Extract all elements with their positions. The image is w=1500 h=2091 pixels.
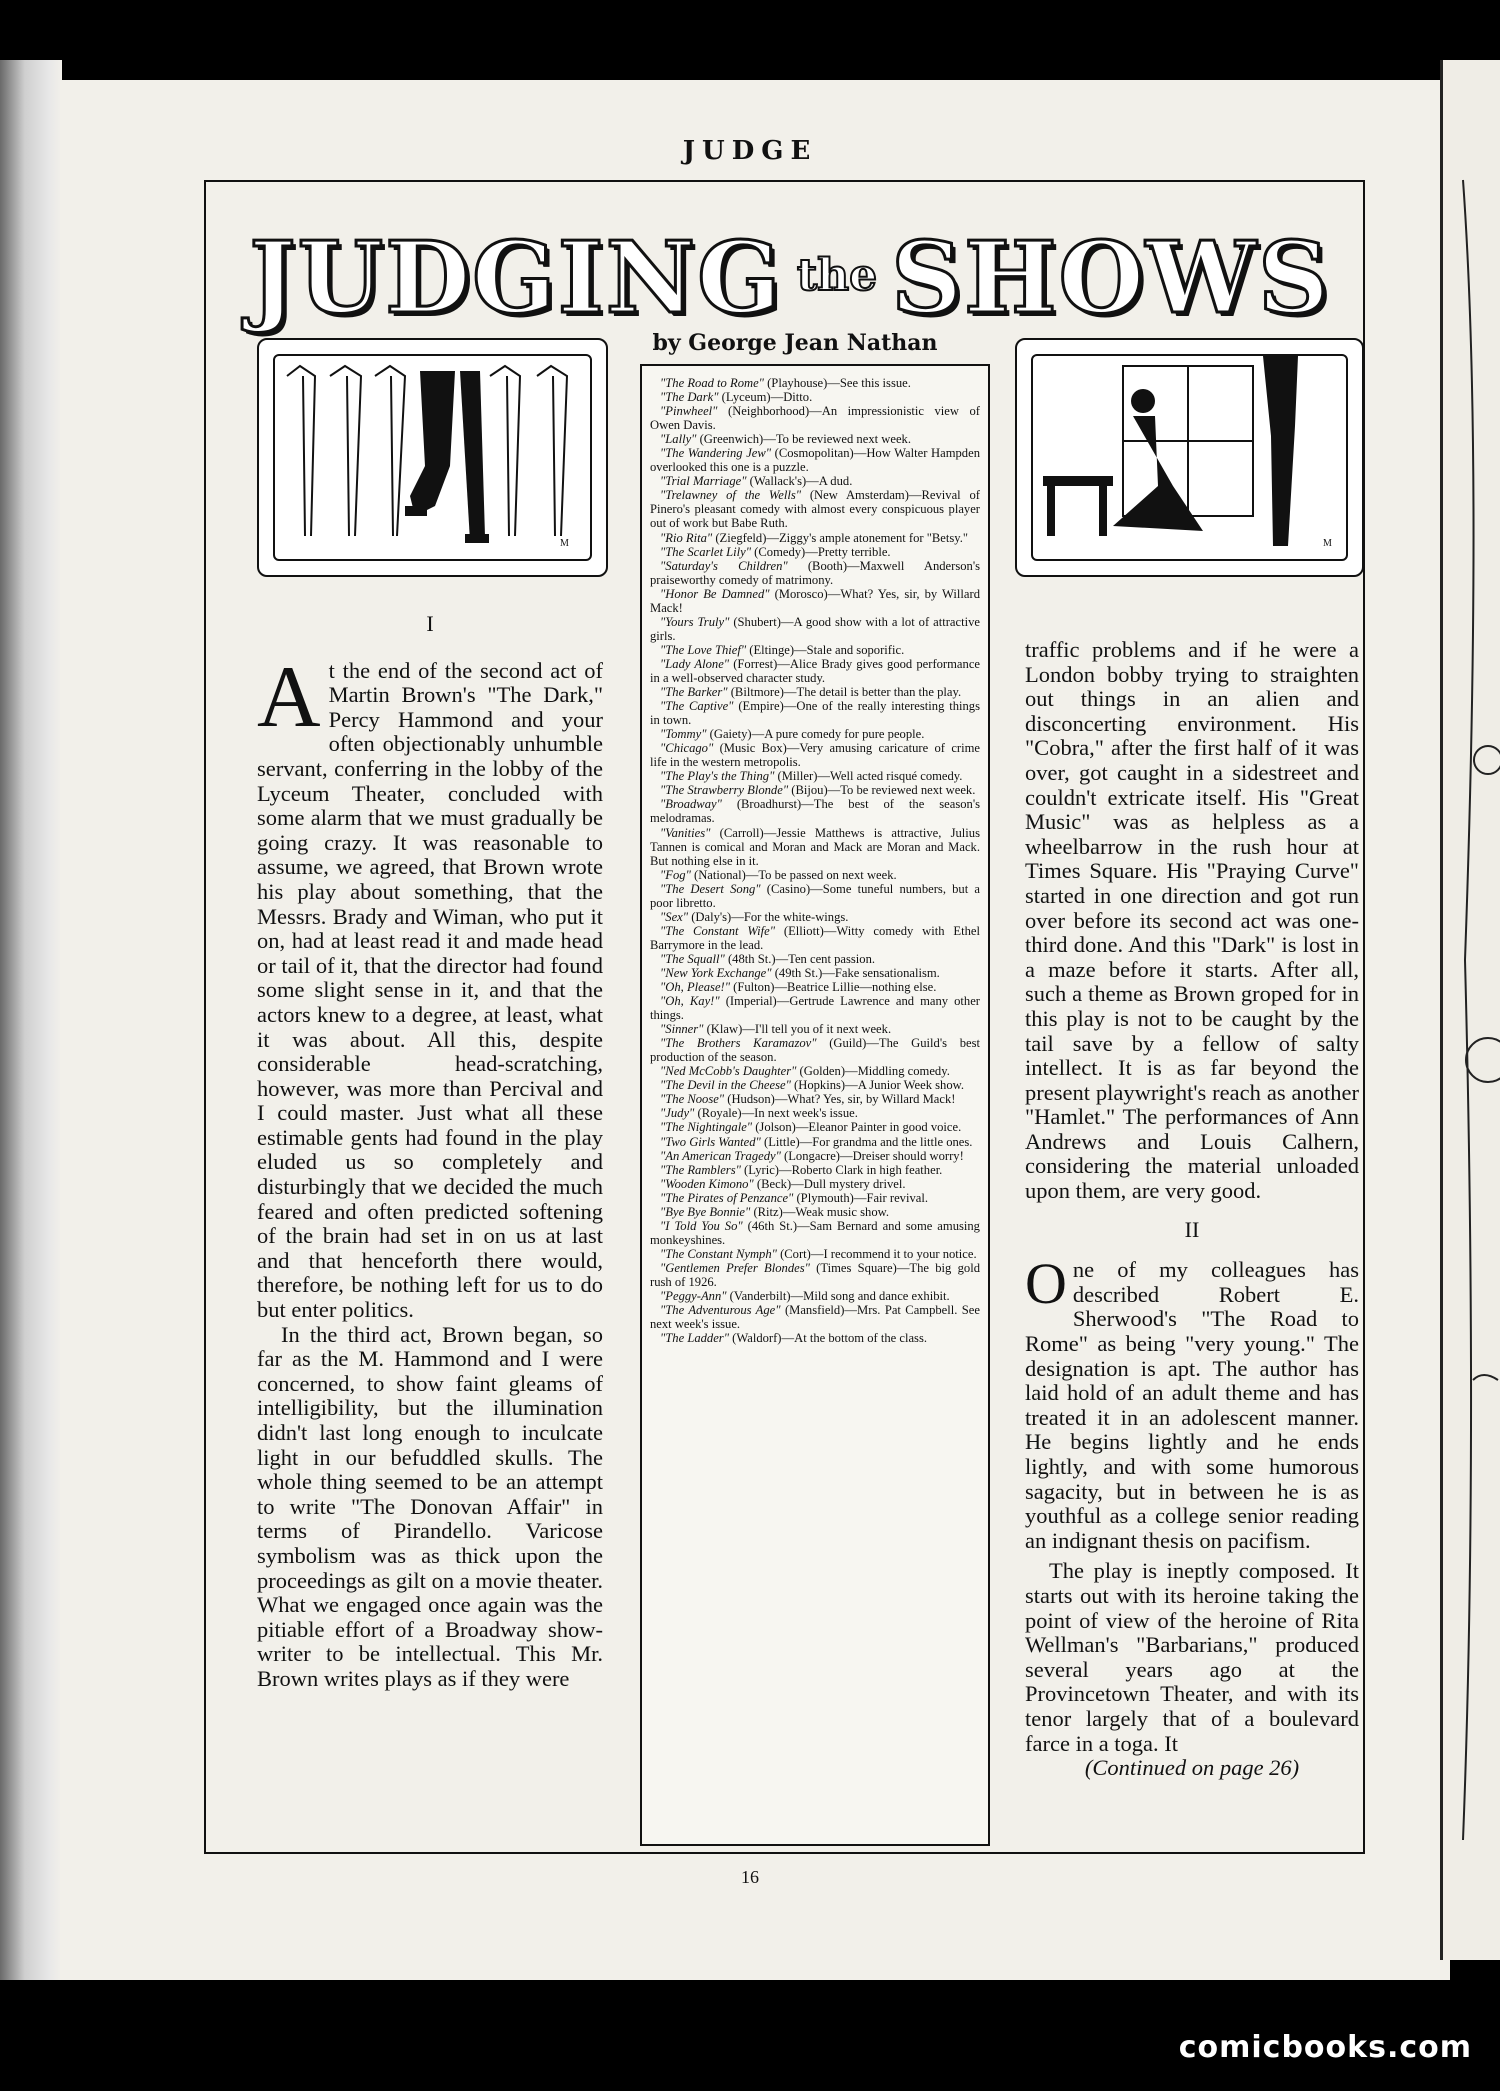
- listing-title: "Peggy-Ann": [660, 1289, 727, 1304]
- listing-note: (Times Square)—The big gold rush of 1926.: [650, 1260, 980, 1289]
- listing-note: (Casino)—Some tuneful numbers, but a poor libretto.: [650, 881, 980, 910]
- listing-note: (New Amsterdam)—Revival of Pinero's pleasant comedy with almost every conspicuous player out of work but Babe Ruth.: [650, 488, 980, 531]
- column-1-paragraph-1: t the end of the second act of Martin Brown's "The Dark," Percy Hammond and your often objectionably unhumble servant, conferring in the lobby of the Lyceum Theater, concluded with some alarm that we must gradually be going crazy. It was reasonable to assume, we agreed, that Brown wrote his play about something, that the Messrs. Brady and Wiman, who put it on, had at least read it and made head or tail of it, that the director had found some slight sense in it, and that the actors knew to a degree, at least, what it was about. All this, despite considerable head-scratching, however, was more than Percival and I could master. Just what all these estimable gents had found in the play eluded us so completely and disturbingly that we decided the much feared and often predicted softening of the brain had set in on us at last and that henceforth there would, therefore, be nothing left for us to do but enter politics.: [257, 657, 603, 1323]
- listing-item: [650, 980, 980, 994]
- listing-note: (Imperial)—Gertrude Lawrence and many other things.: [650, 994, 980, 1023]
- listing-title: "Trial Marriage": [660, 474, 747, 489]
- listing-title: "The Ladder": [660, 1331, 730, 1346]
- listing-item: [650, 615, 980, 643]
- listing-note: (Hudson)—What? Yes, sir, by Willard Mack!: [724, 1092, 956, 1107]
- listing-item: [650, 545, 980, 559]
- listing-title: "Pinwheel": [660, 404, 718, 419]
- listing-title: "Oh, Kay!": [660, 994, 720, 1009]
- listing-title: "The Ramblers": [660, 1162, 741, 1177]
- listing-note: (Elliott)—Witty comedy with Ethel Barrymore in the lead.: [650, 923, 980, 952]
- listing-item: [650, 1106, 980, 1120]
- listing-title: "The Devil in the Cheese": [660, 1078, 791, 1093]
- listing-note: (Playhouse)—See this issue.: [763, 376, 911, 390]
- column-3-paragraph-1: traffic problems and if he were a London bobby trying to straighten out things in an alien and disconcerting environment. His "Cobra," after the first half of it was over, got caught in a sidestreet and couldn't extricate itself. His "Great Music" was as helpless as a wheelbarrow in the rush hour at Times Square. His "Praying Curve" started in one direction and got run over before its second act was one-third done. And this "Dark" is lost in a maze before it starts. After all, such a theme as Brown groped for in this play is not to be caught by the tail save by a fellow of salty intellect. It is as far beyond the present playwright's reach as another "Hamlet." The performances of Ann Andrews and Louis Calhern, considering the material unloaded upon them, are very good.: [1025, 637, 1359, 1204]
- listing-item: [650, 657, 980, 685]
- listing-item: [650, 1247, 980, 1261]
- listing-title: "The Love Thief": [660, 642, 747, 657]
- listing-note: (Booth)—Maxwell Anderson's praiseworthy comedy of matrimony.: [650, 558, 981, 587]
- listing-title: "The Squall": [660, 951, 725, 966]
- listing-title: "I Told You So": [660, 1218, 743, 1233]
- column-1: [257, 612, 603, 1692]
- listing-title: "The Road to Rome": [660, 376, 764, 390]
- listing-note: (Broadhurst)—The best of the season's melodramas.: [650, 797, 980, 826]
- show-listings: [650, 376, 980, 1345]
- listing-note: (Fulton)—Beatrice Lillie—nothing else.: [730, 980, 937, 995]
- book-binding-shadow: [0, 60, 62, 1980]
- listing-title: "The Constant Nymph": [660, 1246, 777, 1261]
- listing-note: (46th St.)—Sam Bernard and some amusing monkeyshines.: [650, 1218, 980, 1247]
- listing-title: "The Adventurous Age": [660, 1303, 781, 1318]
- listing-title: "The Barker": [660, 685, 728, 700]
- listing-item: [650, 783, 980, 797]
- listing-title: "The Desert Song": [660, 881, 761, 896]
- show-listings-box: [640, 364, 990, 1846]
- listing-note: (Little)—For grandma and the little ones.: [760, 1134, 973, 1149]
- listing-title: "The Nightingale": [660, 1120, 753, 1135]
- listing-item: [650, 1289, 980, 1303]
- listing-item: [650, 1078, 980, 1092]
- listing-title: "An American Tragedy": [660, 1148, 781, 1163]
- listing-title: "Honor Be Damned": [660, 586, 770, 601]
- listing-title: "The Noose": [660, 1092, 725, 1107]
- listing-title: "The Brothers Karamazov": [660, 1036, 817, 1051]
- listing-item: [650, 488, 980, 530]
- listing-note: (Gaiety)—A pure comedy for pure people.: [706, 727, 925, 742]
- listing-item: [650, 966, 980, 980]
- listing-note: (Wallack's)—A dud.: [746, 474, 853, 489]
- listing-item: [650, 952, 980, 966]
- listing-title: "Lally": [660, 432, 697, 447]
- listing-title: "Saturday's Children": [660, 558, 788, 573]
- listing-note: (48th St.)—Ten cent passion.: [724, 951, 876, 966]
- listing-title: "Oh, Please!": [660, 980, 731, 995]
- listing-note: (Ziegfeld)—Ziggy's ample atonement for "Betsy.": [712, 530, 969, 545]
- listing-title: "The Play's the Thing": [660, 769, 775, 784]
- column-1-paragraph-2: In the third act, Brown began, so far as the M. Hammond and I were concerned, to show faint gleams of intelligibility, but the illumination didn't last long enough to inculcate light in our befuddled skulls. The whole thing seemed to be an attempt to write "The Donovan Affair" in terms of Pirandello. Varicose symbolism was as thick upon the proceedings as gilt on a movie theater. What we engaged once again was the pitiable effort of a Broadway show-writer to be intellectual. This Mr. Brown writes plays as if they were: [257, 1321, 603, 1691]
- article-headline: [230, 218, 1350, 336]
- listing-title: "The Dark": [660, 390, 719, 405]
- listing-note: (Greenwich)—To be reviewed next week.: [696, 432, 911, 447]
- couple-scene-drawing: [1033, 356, 1346, 559]
- listing-item: [650, 1092, 980, 1106]
- listing-item: [650, 1135, 980, 1149]
- listing-note: (Royale)—In next week's issue.: [694, 1106, 858, 1121]
- listing-title: "The Pirates of Penzance": [660, 1190, 794, 1205]
- listing-note: (Bijou)—To be reviewed next week.: [788, 783, 976, 798]
- listing-item: [650, 699, 980, 727]
- listing-item: [650, 1149, 980, 1163]
- watermark: comicbooks.com: [1178, 2030, 1472, 2065]
- listing-item: [650, 643, 980, 657]
- listing-item: [650, 1261, 980, 1289]
- listing-item: [650, 685, 980, 699]
- listing-note: (Lyceum)—Ditto.: [718, 390, 813, 405]
- listing-note: (Vanderbilt)—Mild song and dance exhibit.: [726, 1289, 950, 1304]
- listing-item: [650, 531, 980, 545]
- listing-item: [650, 1177, 980, 1191]
- listing-title: "The Strawberry Blonde": [660, 783, 789, 798]
- listing-title: "Lady Alone": [660, 656, 730, 671]
- adjacent-page-edge: [1440, 60, 1500, 1960]
- listing-title: "The Captive": [660, 699, 734, 714]
- listing-item: [650, 910, 980, 924]
- listing-item: [650, 1191, 980, 1205]
- masthead: JUDGE: [682, 136, 818, 166]
- svg-text:M: M: [560, 538, 569, 549]
- headline-word-judging: JUDGING: [249, 221, 783, 336]
- listing-note: (Longacre)—Dreiser should worry!: [780, 1148, 964, 1163]
- listing-item: [650, 1120, 980, 1134]
- listing-note: (Mansfield)—Mrs. Pat Campbell. See next week's issue.: [650, 1303, 980, 1332]
- listing-note: (Waldorf)—At the bottom of the class.: [729, 1331, 928, 1346]
- listing-note: (Lyric)—Roberto Clark in high feather.: [740, 1162, 943, 1177]
- listing-note: (Shubert)—A good show with a lot of attractive girls.: [650, 614, 980, 643]
- byline: by George Jean Nathan: [652, 330, 938, 356]
- listing-title: "Judy": [660, 1106, 695, 1121]
- listing-title: "The Constant Wife": [660, 923, 776, 938]
- drop-cap-o: O: [1025, 1251, 1067, 1317]
- listing-item: [650, 1219, 980, 1247]
- listing-item: [650, 1205, 980, 1219]
- listing-item: [650, 1022, 980, 1036]
- headline-word-the: the: [796, 250, 878, 301]
- listing-item: [650, 404, 980, 432]
- listing-title: "Rio Rita": [660, 530, 713, 545]
- listing-item: [650, 727, 980, 741]
- listing-note: (Neighborhood)—An impressionistic view of Owen Davis.: [650, 404, 980, 433]
- svg-text:M: M: [1323, 538, 1332, 549]
- listing-note: (49th St.)—Fake sensationalism.: [771, 965, 940, 980]
- listing-title: "Fog": [660, 867, 691, 882]
- listing-note: (Ritz)—Weak music show.: [750, 1204, 890, 1219]
- listing-note: (Guild)—The Guild's best production of the season.: [650, 1036, 980, 1065]
- listing-item: [650, 1331, 980, 1345]
- drop-cap-a: A: [257, 648, 321, 746]
- listing-note: (Miller)—Well acted risqué comedy.: [774, 769, 963, 784]
- listing-title: "Ned McCobb's Daughter": [660, 1064, 797, 1079]
- listing-note: (Cort)—I recommend it to your notice.: [776, 1246, 977, 1261]
- listing-note: (Plymouth)—Fair revival.: [793, 1190, 929, 1205]
- listing-note: (National)—To be passed on next week.: [690, 867, 897, 882]
- listing-item: [650, 390, 980, 404]
- listing-item: [650, 741, 980, 769]
- listing-title: "The Scarlet Lily": [660, 544, 752, 559]
- listing-note: (Beck)—Dull mystery drivel.: [753, 1176, 906, 1191]
- listing-title: "Chicago": [660, 741, 714, 756]
- listing-item: [650, 994, 980, 1022]
- listing-note: (Empire)—One of the really interesting things in town.: [650, 699, 980, 728]
- listing-item: [650, 559, 980, 587]
- listing-item: [650, 797, 980, 825]
- listing-title: "Sinner": [660, 1022, 704, 1037]
- chorus-legs-drawing: [275, 356, 590, 559]
- continued-note: (Continued on page 26): [1084, 1755, 1300, 1781]
- listing-item: [650, 432, 980, 446]
- listing-note: (Biltmore)—The detail is better than the play.: [727, 685, 962, 700]
- listing-note: (Morosco)—What? Yes, sir, by Willard Mack!: [650, 586, 980, 615]
- column-3-paragraph-2: ne of my colleagues has described Robert E. Sherwood's "The Road to Rome" as being "very young." The designation is apt. The author has laid hold of an adult theme and has treated it in an adolescent manner. He begins lightly and he ends lightly, and with some humorous sagacity, but in between he is as youthful as a college senior reading an indignant thesis on pacifism.: [1025, 1257, 1359, 1553]
- listing-title: "Two Girls Wanted": [660, 1134, 761, 1149]
- column-3-paragraph-3: The play is ineptly composed. It starts out with its heroine taking the point of view of the heroine of Rita Wellman's "Barbarians," produced several years ago at the Provincetown Theater, and with its tenor largely that of a boulevard farce in a toga. It: [1025, 1558, 1359, 1756]
- illustration-chorus-legs: [257, 338, 608, 577]
- listing-title: "Tommy": [660, 727, 707, 742]
- listing-note: (Klaw)—I'll tell you of it next week.: [703, 1022, 892, 1037]
- listing-note: (Comedy)—Pretty terrible.: [751, 544, 891, 559]
- listing-title: "Vanities": [660, 825, 711, 840]
- listing-item: [650, 1036, 980, 1064]
- listing-title: "Trelawney of the Wells": [660, 488, 802, 503]
- listing-item: [650, 924, 980, 952]
- listing-note: (Eltinge)—Stale and soporific.: [746, 642, 905, 657]
- listing-item: [650, 868, 980, 882]
- listing-note: (Music Box)—Very amusing caricature of crime life in the western metropolis.: [650, 741, 980, 770]
- listing-item: [650, 769, 980, 783]
- listing-note: (Jolson)—Eleanor Painter in good voice.: [752, 1120, 962, 1135]
- listing-note: (Hopkins)—A Junior Week show.: [790, 1078, 965, 1093]
- listing-item: [650, 587, 980, 615]
- listing-title: "Gentlemen Prefer Blondes": [660, 1260, 810, 1275]
- listing-note: (Golden)—Middling comedy.: [796, 1064, 950, 1079]
- listing-item: [650, 376, 980, 390]
- listing-item: [650, 882, 980, 910]
- listing-item: [650, 474, 980, 488]
- listing-note: (Cosmopolitan)—How Walter Hampden overlooked this one is a puzzle.: [650, 446, 980, 475]
- page-number: 16: [741, 1867, 759, 1887]
- listing-note: (Daly's)—For the white-wings.: [688, 909, 849, 924]
- headline-word-shows: SHOWS: [891, 221, 1331, 336]
- listing-item: [650, 826, 980, 868]
- section-numeral-1: I: [426, 611, 434, 636]
- listing-item: [650, 1064, 980, 1078]
- listing-title: "Yours Truly": [660, 614, 730, 629]
- listing-item: [650, 1163, 980, 1177]
- section-numeral-2: II: [1184, 1216, 1200, 1242]
- listing-title: "Bye Bye Bonnie": [660, 1204, 751, 1219]
- listing-note: (Carroll)—Jessie Matthews is attractive, Julius Tannen is comical and Moran and Mack are Moran and Mack. But nothing else in it.: [650, 825, 980, 868]
- listing-item: [650, 1303, 980, 1331]
- illustration-couple-scene: [1015, 338, 1364, 577]
- listing-title: "Broadway": [660, 797, 722, 812]
- listing-title: "Sex": [660, 909, 689, 924]
- adjacent-cartoon-fragment: [1443, 60, 1500, 1960]
- listing-title: "Wooden Kimono": [660, 1176, 754, 1191]
- listing-note: (Forrest)—Alice Brady gives good performance in a well-observed character study.: [650, 656, 980, 685]
- listing-title: "The Wandering Jew": [660, 446, 772, 461]
- listing-title: "New York Exchange": [660, 965, 772, 980]
- listing-item: [650, 446, 980, 474]
- column-3: [1025, 638, 1359, 1781]
